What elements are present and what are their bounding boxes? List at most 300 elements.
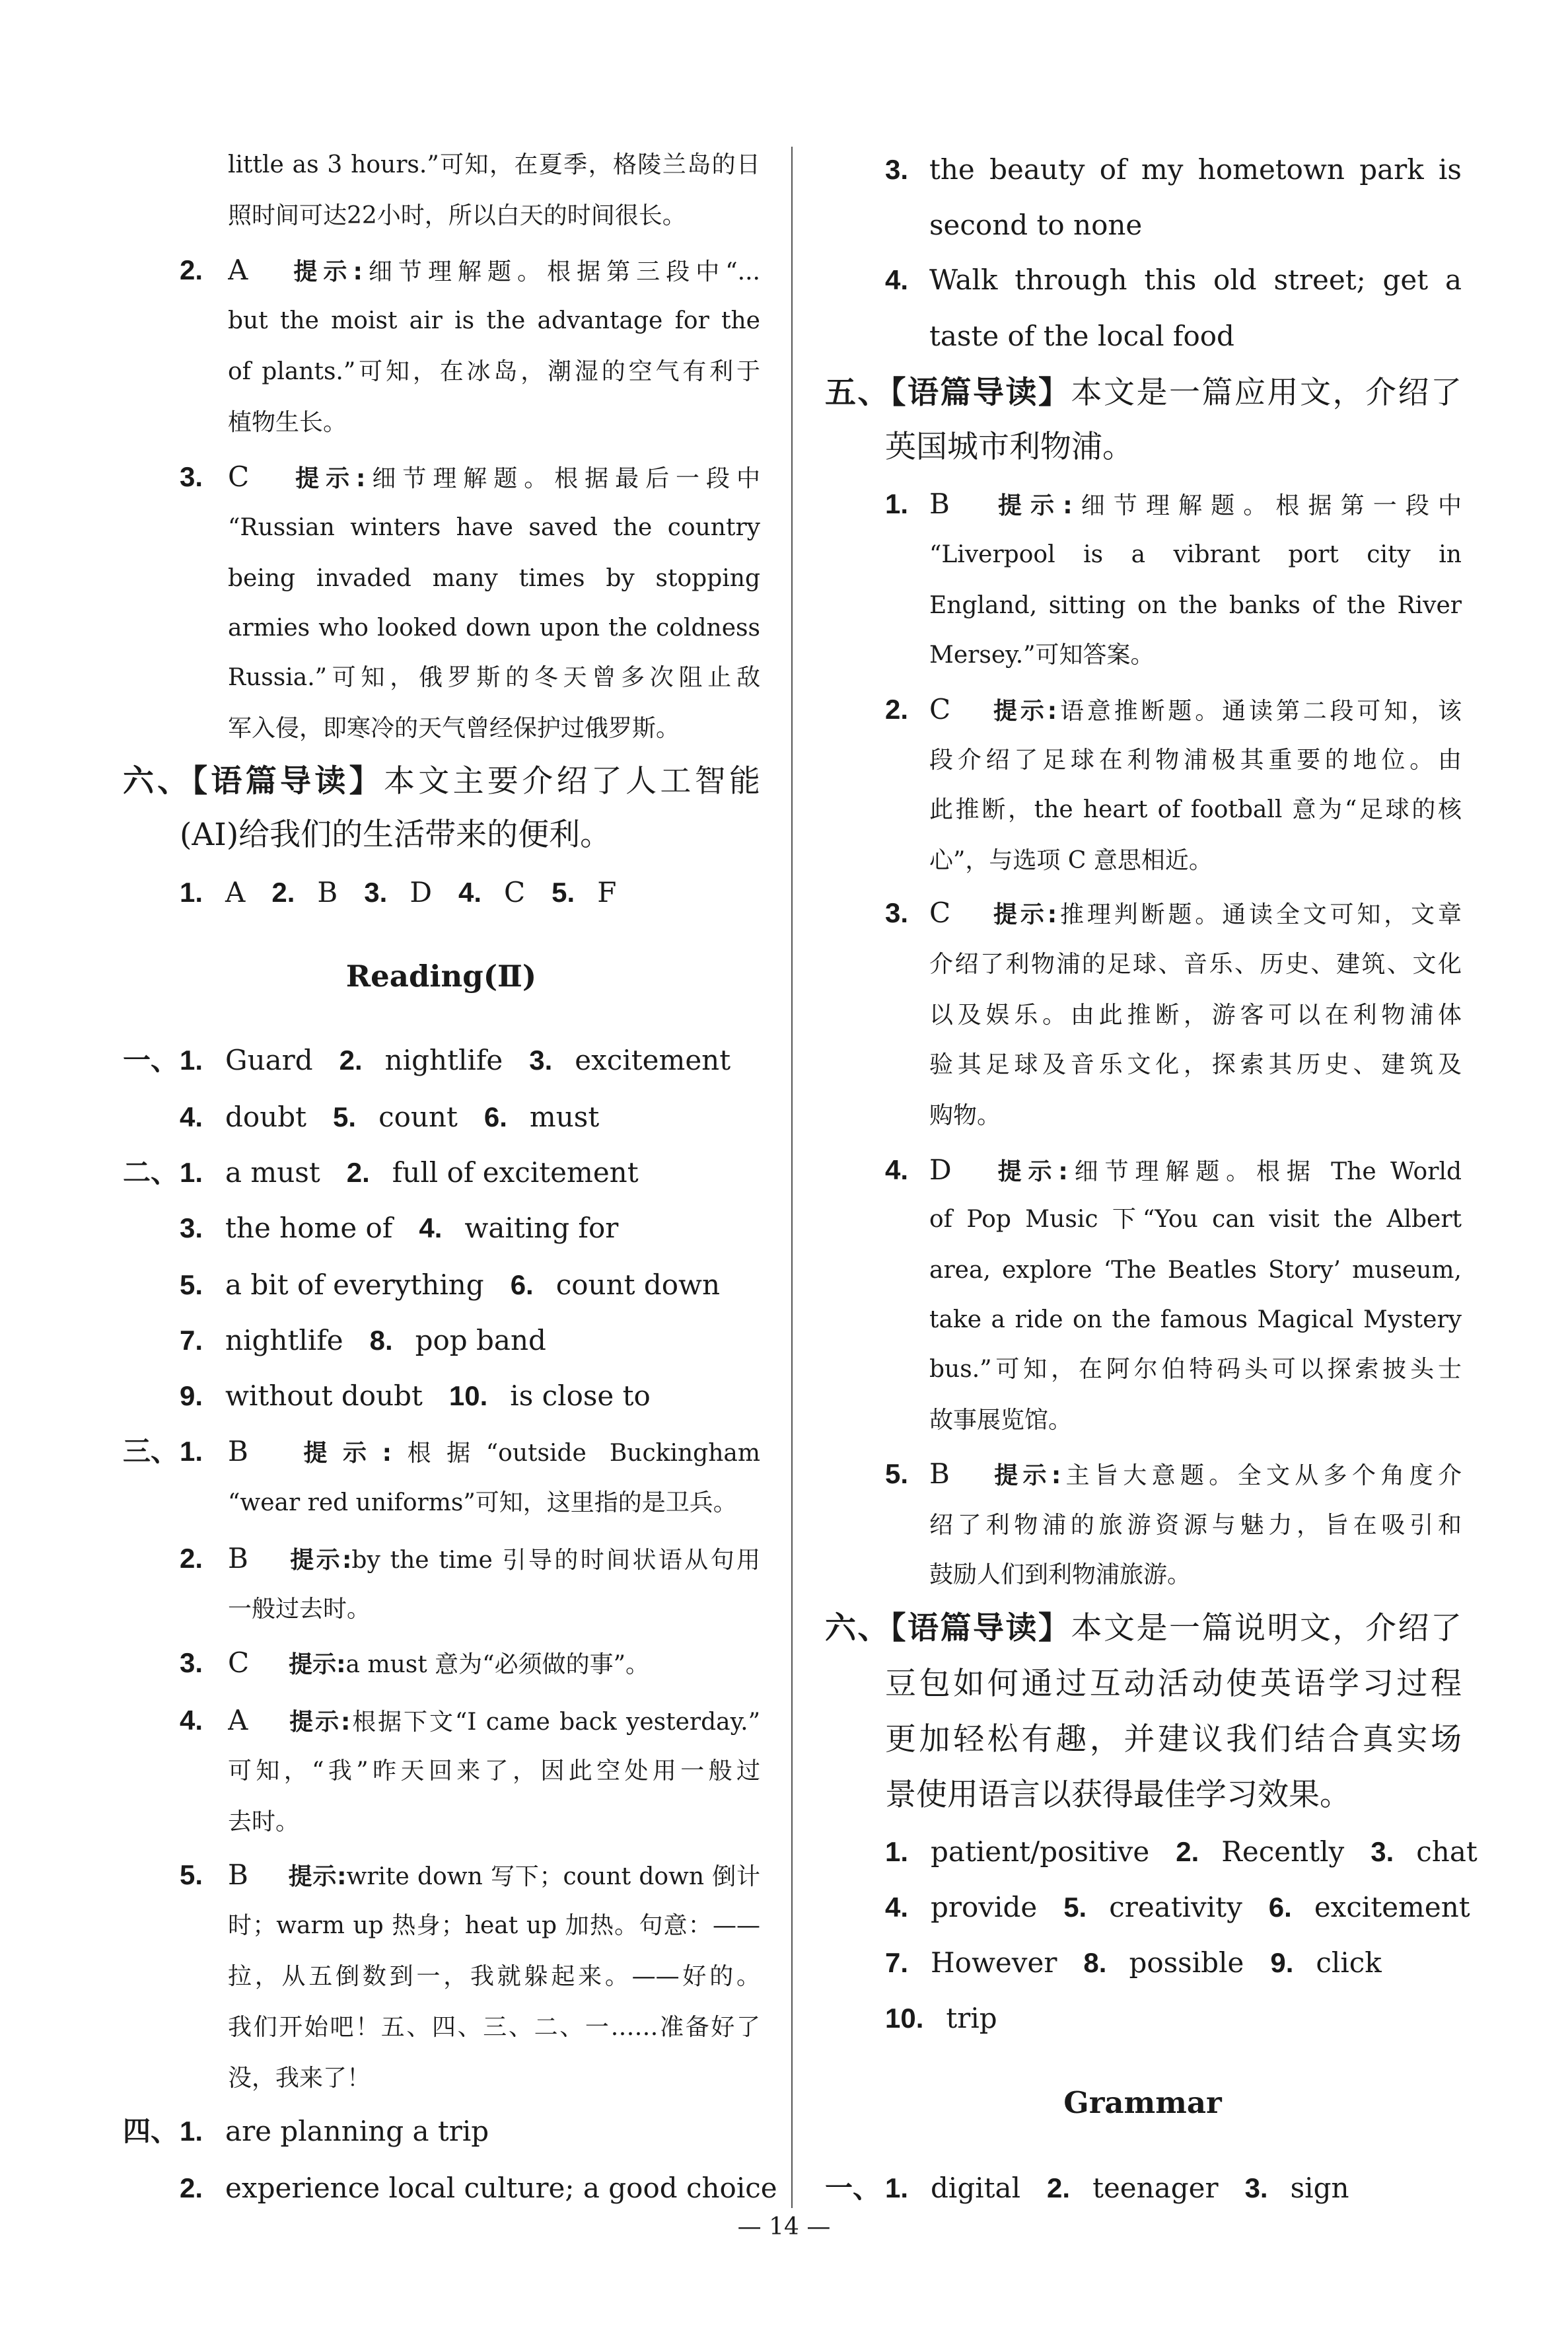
answer-text: experience local culture; a good choice (225, 2172, 777, 2204)
text-line (228, 346, 760, 398)
item-text: write down 写下；count down 倒计 (346, 1863, 760, 1890)
answer-number: 1. (180, 2116, 203, 2147)
text-line (123, 1033, 178, 1088)
text-line (228, 1533, 760, 1584)
section-text: 本文是一篇应用文，介绍了 (1071, 375, 1462, 411)
item-text: 细节理解题。根据最后一段中 (365, 465, 760, 492)
text-line (123, 1145, 178, 1200)
answer-entry (449, 1380, 651, 1412)
text-line (825, 2160, 880, 2216)
answer-number: 10. (448, 1380, 488, 1411)
text-line (885, 885, 908, 941)
answer-entry (1269, 1891, 1470, 1923)
section-tag: 【语篇导读】 (192, 763, 384, 799)
answer-text: D (410, 876, 432, 908)
answer-text: doubt (225, 1101, 307, 1133)
hint-label: 提示: (287, 1440, 392, 1467)
text-line (228, 652, 760, 704)
item-text: 介绍了利物浦的足球、音乐、历史、建筑、文化 (929, 951, 1462, 978)
section-heading: Reading(Ⅱ) (345, 959, 537, 994)
hint-label: 提示: (990, 901, 1057, 928)
text-line (180, 1200, 645, 1256)
item-text: Walk through this old street; get a (929, 264, 1462, 296)
answer-number: 2. (1176, 1836, 1199, 1867)
item-text: area, explore ‘The Beatles Story’ museum, (929, 1257, 1462, 1284)
answer-entry (885, 2002, 997, 2034)
answer-entry (552, 876, 616, 908)
text-line (123, 2104, 178, 2159)
item-text: 鼓励人们到利物浦旅游。 (929, 1561, 1192, 1588)
answer-number: 4. (419, 1212, 443, 1243)
text-line (228, 1426, 760, 1477)
answer-text: count (378, 1101, 458, 1133)
answer-text: trip (946, 2002, 997, 2034)
text-line (228, 1746, 760, 1797)
item-text: 段介绍了足球在利物浦极其重要的地位。由 (929, 747, 1462, 774)
section-prefix: 六、 (123, 763, 192, 799)
answer-letter: B (929, 488, 950, 520)
section-text: 英国城市利物浦。 (885, 429, 1133, 465)
hint-label: 提示: (989, 492, 1073, 519)
answer-letter: C (929, 897, 951, 929)
text-line (929, 1294, 1462, 1346)
answer-number: 4. (458, 877, 482, 908)
item-text: “wear red uniforms”可知，这里指的是卫兵。 (228, 1489, 737, 1516)
answer-entry (347, 1156, 639, 1189)
answer-text: click (1316, 1946, 1382, 1979)
item-text: 验其足球及音乐文化，探索其历史、建筑及 (929, 1051, 1462, 1078)
item-text: England, sitting on the banks of the River (929, 592, 1462, 619)
answer-number: 6. (1268, 1892, 1292, 1923)
item-text: 推理判断题。通读全文可知，文章 (1057, 901, 1462, 928)
text-line (180, 242, 203, 298)
answer-text: C (504, 876, 526, 908)
answer-entry (180, 1101, 306, 1133)
text-line (885, 252, 908, 308)
text-line (929, 1344, 1462, 1395)
hint-label: 提示: (990, 698, 1057, 725)
hint-label: 提示: (991, 1158, 1068, 1185)
text-line (929, 630, 1155, 681)
section-prefix: 三、 (123, 1436, 179, 1467)
item-text: 语意推断题。通读第二段可知，该 (1057, 698, 1462, 725)
text-line (228, 703, 680, 755)
item-text: little as 3 hours.”可知，在夏季，格陵兰岛的日 (228, 151, 760, 178)
hint-label: 提示: (289, 1651, 346, 1678)
answer-number: 3. (364, 877, 388, 908)
answer-text: patient/positive (931, 1835, 1150, 1868)
answer-number: 7. (885, 1947, 909, 1978)
answer-number: 9. (1270, 1947, 1294, 1978)
text-line (180, 807, 611, 863)
section-prefix: 一、 (123, 1045, 179, 1076)
item-text: being invaded many times by stopping (228, 565, 760, 592)
hint-label: 提示: (287, 258, 363, 285)
answer-number: 1. (180, 877, 203, 908)
answer-number: 1. (180, 1045, 203, 1076)
section-text: 本文主要介绍了人工智能 (383, 763, 760, 799)
answer-letter: B (228, 1859, 248, 1891)
hint-label: 提示: (989, 1462, 1061, 1489)
text-line (885, 682, 908, 737)
answer-text: a must (225, 1156, 320, 1189)
answer-text: However (931, 1946, 1057, 1979)
text-line (929, 1395, 1072, 1446)
text-line (180, 1424, 203, 1479)
answer-text: a bit of everything (225, 1269, 484, 1301)
answer-entry (885, 1946, 1057, 1979)
answer-text: F (597, 876, 617, 908)
item-number: 3. (885, 897, 909, 928)
item-text: 拉，从五倒数到一，我就躲起来。——好的。 (228, 1963, 760, 1990)
section-prefix: 一、 (825, 2172, 881, 2203)
item-text: take a ride on the famous Magical Mystery (929, 1306, 1462, 1333)
text-line (180, 1145, 665, 1200)
text-line (228, 1695, 760, 1746)
answer-text: digital (931, 2172, 1021, 2204)
answer-number: 3. (529, 1045, 553, 1076)
text-line (180, 1257, 746, 1313)
item-text: 军入侵，即寒冷的天气曾经保护过俄罗斯。 (228, 715, 680, 742)
text-line (929, 835, 1213, 887)
answer-entry (180, 1269, 484, 1301)
item-text: 购物。 (929, 1102, 1001, 1129)
text-line (228, 603, 760, 654)
answer-entry (529, 1044, 731, 1076)
text-line (929, 1194, 1462, 1245)
text-line (180, 1693, 203, 1748)
text-line (885, 142, 908, 198)
answer-text: nightlife (225, 1324, 343, 1356)
answer-text: excitement (1314, 1891, 1470, 1923)
answer-number: 3. (1371, 1836, 1394, 1867)
text-line (228, 1637, 649, 1689)
answer-entry (1083, 1946, 1244, 1979)
hint-label: 提示: (287, 1863, 347, 1890)
item-text: 去时。 (228, 1808, 300, 1835)
item-text: 植物生长。 (228, 409, 347, 436)
item-text: 以及娱乐。由此推断，游客可以在利物浦体 (929, 1002, 1462, 1029)
text-line (885, 1142, 908, 1198)
text-line (180, 1313, 573, 1368)
item-text: 细节理解题。根据 The World (1067, 1158, 1462, 1185)
text-line (228, 502, 760, 554)
item-text: “Liverpool is a vibrant port city in (929, 541, 1462, 568)
text-line (180, 449, 203, 505)
answer-text: possible (1129, 1946, 1244, 1979)
answer-number: 6. (510, 1269, 534, 1300)
answer-number: 8. (369, 1325, 393, 1356)
answer-entry (180, 1156, 320, 1189)
item-text: a must 意为“必须做的事”。 (345, 1651, 649, 1678)
answer-number: 2. (271, 877, 295, 908)
text-line (228, 2002, 760, 2053)
text-line (123, 754, 760, 809)
answer-text: pop band (415, 1324, 546, 1356)
section-text: 更加轻松有趣，并建议我们结合真实场 (885, 1721, 1462, 1757)
answer-letter: A (228, 254, 248, 286)
text-line (885, 1446, 908, 1502)
section-text: 景使用语言以获得最佳学习效果。 (885, 1777, 1351, 1813)
answer-number: 9. (180, 1380, 203, 1411)
item-text: the beauty of my hometown park is (929, 153, 1462, 186)
text-line (929, 1245, 1462, 1296)
answer-entry (180, 1324, 343, 1356)
answer-letter: C (228, 461, 250, 493)
answer-text: creativity (1109, 1891, 1242, 1923)
answer-entry (1176, 1835, 1344, 1868)
text-line (180, 2104, 515, 2159)
answer-text: full of excitement (392, 1156, 639, 1189)
item-text: 我们开始吧！五、四、三、二、一……准备好了 (228, 2014, 760, 2041)
item-text: 时；warm up 热身；heat up 加热。句意：—— (228, 1912, 760, 1939)
answer-text: B (317, 876, 338, 908)
text-line (180, 1368, 677, 1424)
section-tag: 【语篇导读】 (890, 1610, 1071, 1646)
answer-text: without doubt (225, 1380, 423, 1412)
answer-entry (180, 1044, 313, 1076)
text-line (929, 939, 1462, 990)
item-text: 一般过去时。 (228, 1596, 371, 1623)
text-line (885, 420, 1133, 475)
item-text: 可知，“我”昨天回来了，因此空处用一般过 (228, 1757, 760, 1785)
item-text: 心”，与选项 C 意思相近。 (929, 847, 1213, 874)
text-line (228, 1900, 760, 1952)
text-line (929, 735, 1462, 786)
page-number: — 14 — (737, 2213, 831, 2240)
text-line (929, 1448, 1462, 1500)
item-text: of plants.”可知，在冰岛，潮湿的空气有利于 (228, 358, 760, 385)
item-number: 4. (885, 1154, 909, 1185)
answer-text: are planning a trip (225, 2115, 489, 2147)
text-line (929, 784, 1462, 836)
answer-letter: B (228, 1542, 248, 1574)
answer-entry (339, 1044, 503, 1076)
section-text: 本文是一篇说明文，介绍了 (1071, 1610, 1462, 1646)
answer-letter: B (929, 1458, 950, 1490)
answer-text: sign (1290, 2172, 1349, 2204)
answer-text: Guard (225, 1044, 313, 1076)
item-text: “Russian winters have saved the country (228, 514, 760, 541)
hint-label: 提示: (287, 1709, 351, 1736)
answer-number: 8. (1083, 1947, 1107, 1978)
text-line (228, 244, 760, 296)
text-line (228, 1849, 760, 1901)
text-line (180, 1033, 757, 1088)
answer-entry (419, 1212, 618, 1244)
answer-entry (885, 1835, 1149, 1868)
answer-text: nightlife (384, 1044, 503, 1076)
item-text: 细节理解题。根据第一段中 (1072, 492, 1462, 519)
text-line (929, 684, 1462, 735)
answer-letter: C (228, 1646, 250, 1679)
section-text: (AI)给我们的生活带来的便利。 (180, 817, 612, 853)
answer-text: must (529, 1101, 600, 1133)
answer-entry (1063, 1891, 1242, 1923)
item-number: 1. (885, 488, 909, 519)
item-number: 1. (180, 1436, 203, 1467)
text-line (885, 1991, 1024, 2046)
text-line (929, 990, 1462, 1041)
answer-number: 2. (1047, 2172, 1071, 2203)
answer-entry (370, 1324, 546, 1356)
text-line (228, 1951, 760, 2003)
answer-number: 7. (180, 1325, 203, 1356)
text-line (929, 1144, 1462, 1196)
column-divider (791, 147, 793, 2208)
answer-number: 5. (180, 1269, 203, 1300)
section-prefix: 六、 (825, 1610, 890, 1646)
answer-entry (180, 2115, 489, 2147)
text-line (228, 295, 760, 347)
item-text: 没，我来了！ (228, 2065, 371, 2092)
text-line (228, 1796, 299, 1848)
answer-entry (333, 1101, 458, 1133)
text-line (825, 1601, 1462, 1656)
answer-entry (511, 1269, 720, 1301)
text-line (885, 1824, 1504, 1880)
item-text: 此推断，the heart of football 意为“足球的核 (929, 796, 1462, 823)
answer-number: 1. (885, 2172, 909, 2203)
item-text: bus.”可知，在阿尔伯特码头可以探索披头士 (929, 1356, 1462, 1383)
answer-number: 3. (180, 1212, 203, 1243)
text-line (929, 1500, 1462, 1551)
text-line (929, 309, 1234, 364)
answer-entry (1047, 2172, 1219, 2204)
text-line (885, 1712, 1462, 1767)
item-number: 3. (180, 461, 203, 492)
answer-number: 1. (885, 1836, 909, 1867)
answer-text: Recently (1221, 1835, 1345, 1868)
answer-entry (484, 1101, 599, 1133)
hint-label: 提示: (287, 1547, 352, 1574)
answer-number: 5. (552, 877, 575, 908)
text-line (228, 1584, 371, 1635)
text-line (885, 476, 908, 532)
text-line (180, 1089, 625, 1145)
text-line (228, 190, 686, 242)
answer-number: 6. (483, 1101, 507, 1132)
item-text: but the moist air is the advantage for the (228, 307, 760, 334)
text-line (228, 451, 760, 503)
answer-text: is close to (510, 1380, 651, 1412)
answer-text: teenager (1092, 2172, 1219, 2204)
answer-entry (885, 1891, 1037, 1923)
answer-entry (180, 876, 245, 908)
text-line (929, 887, 1462, 939)
answer-text: waiting for (464, 1212, 619, 1244)
item-number: 5. (180, 1859, 203, 1890)
item-text: armies who looked down upon the coldness (228, 614, 760, 642)
answer-number: 2. (339, 1045, 363, 1076)
text-line (180, 1635, 203, 1691)
item-number: 4. (885, 264, 909, 295)
section-text: 豆包如何通过互动活动使英语学习过程 (885, 1666, 1462, 1702)
item-text: Russia.”可知，俄罗斯的冬天曾多次阻止敌 (228, 664, 760, 691)
text-line (929, 252, 1462, 308)
answer-number: 1. (180, 1157, 203, 1188)
answer-letter: B (228, 1435, 248, 1467)
item-number: 2. (885, 694, 909, 725)
text-line (885, 1935, 1408, 1991)
answer-text: excitement (575, 1044, 731, 1076)
answer-text: A (225, 876, 246, 908)
text-line (929, 529, 1462, 581)
item-number: 5. (885, 1458, 909, 1489)
item-text: 根据“outside Buckingham (392, 1440, 760, 1467)
answer-entry (364, 876, 432, 908)
answer-entry (458, 876, 525, 908)
item-text: 根据下文“I came back yesterday.” (350, 1709, 760, 1736)
item-text: by the time 引导的时间状语从句用 (351, 1547, 760, 1574)
section-prefix: 二、 (123, 1157, 179, 1188)
answer-letter: A (228, 1704, 248, 1736)
answer-entry (180, 1380, 423, 1412)
text-line (228, 139, 760, 191)
item-number: 3. (180, 1647, 203, 1678)
text-line (929, 142, 1462, 198)
answer-number: 10. (885, 2003, 924, 2034)
text-line (228, 2053, 371, 2104)
text-line (123, 1424, 178, 1479)
answer-number: 4. (180, 1101, 203, 1132)
text-line (825, 365, 1462, 421)
item-text: taste of the local food (929, 320, 1234, 352)
text-line (885, 1656, 1462, 1712)
item-text: 绍了利物浦的旅游资源与魅力，旨在吸引和 (929, 1512, 1462, 1539)
answer-entry (271, 876, 338, 908)
text-line (180, 1847, 203, 1903)
text-line (929, 1039, 1462, 1091)
answer-text: count down (555, 1269, 721, 1301)
answer-letter: D (929, 1154, 952, 1186)
item-text: 故事展览馆。 (929, 1407, 1073, 1434)
item-number: 4. (180, 1705, 203, 1736)
answer-text: provide (931, 1891, 1038, 1923)
answer-letter: C (929, 693, 951, 725)
text-line (228, 553, 760, 605)
section-prefix: 五、 (825, 375, 890, 411)
text-line (180, 2160, 804, 2216)
answer-number: 5. (333, 1101, 357, 1132)
item-number: 2. (180, 1543, 203, 1574)
text-line (885, 1767, 1351, 1823)
answer-entry (1371, 1835, 1478, 1868)
text-line (228, 1477, 737, 1529)
answer-number: 2. (346, 1157, 370, 1188)
text-line (885, 1880, 1497, 1935)
section-prefix: 四、 (123, 2116, 179, 2147)
text-line (180, 865, 643, 920)
item-number: 3. (885, 154, 909, 185)
answer-number: 2. (180, 2172, 203, 2203)
item-text: Mersey.”可知答案。 (929, 642, 1155, 669)
answer-entry (885, 2172, 1020, 2204)
item-text: 照时间可达22小时，所以白天的时间很长。 (228, 202, 686, 229)
item-number: 2. (180, 254, 203, 285)
answer-text: the home of (225, 1212, 393, 1244)
section-tag: 【语篇导读】 (890, 375, 1071, 411)
answer-entry (180, 1212, 392, 1244)
text-line (929, 580, 1462, 632)
item-text: 细节理解题。根据第三段中“... (362, 258, 760, 285)
text-line (929, 1549, 1191, 1601)
item-text: 主旨大意题。全文从多个角度介 (1061, 1462, 1462, 1489)
text-line (929, 1090, 1001, 1142)
section-heading: Grammar (1063, 2085, 1222, 2120)
answer-number: 3. (1244, 2172, 1268, 2203)
answer-entry (1245, 2172, 1349, 2204)
